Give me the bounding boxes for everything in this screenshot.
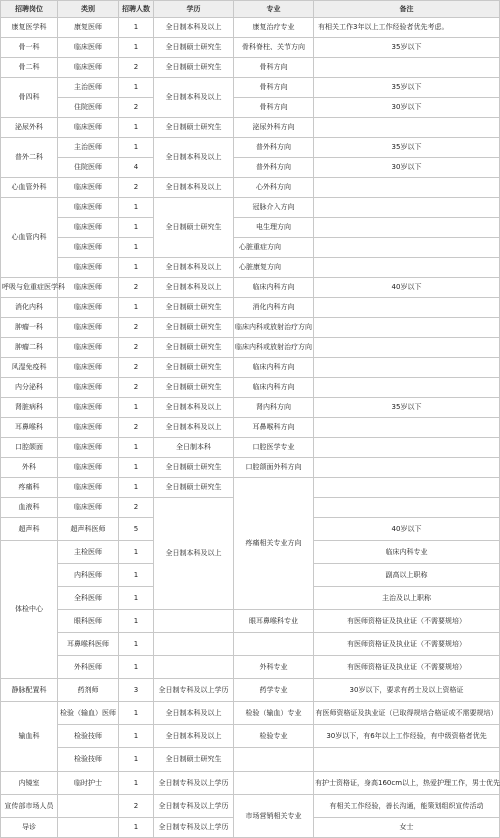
type-cell: 临床医师 bbox=[58, 318, 119, 338]
type-cell: 检验技师 bbox=[58, 748, 119, 772]
count-cell: 1 bbox=[119, 772, 154, 795]
education-cell: 全日制专科及以上学历 bbox=[154, 772, 234, 795]
table-row bbox=[1, 772, 500, 795]
count-cell: 4 bbox=[119, 158, 154, 178]
note-cell bbox=[314, 298, 500, 318]
education-cell: 全日制硕士研究生 bbox=[154, 118, 234, 138]
post-cell: 导诊 bbox=[1, 818, 58, 838]
note-cell: 有医师资格证及执业证（已取得规培合格证或不需要规培） bbox=[314, 702, 500, 725]
count-cell: 2 bbox=[119, 418, 154, 438]
major-cell bbox=[234, 748, 314, 772]
note-cell: 40岁以下 bbox=[314, 278, 500, 298]
education-cell: 全日制硕士研究生 bbox=[154, 478, 234, 498]
count-cell: 1 bbox=[119, 138, 154, 158]
note-cell bbox=[314, 458, 500, 478]
major-cell: 外科专业 bbox=[234, 656, 314, 679]
table-row bbox=[1, 458, 500, 478]
major-cell: 耳鼻喉科方向 bbox=[234, 418, 314, 438]
education-cell: 全日制专科及以上学历 bbox=[154, 679, 234, 702]
major-cell bbox=[234, 633, 314, 656]
major-cell: 电生理方向 bbox=[234, 218, 314, 238]
major-cell: 心脏重症方向 bbox=[234, 238, 314, 258]
table-row bbox=[1, 258, 500, 278]
note-cell: 30岁以下 bbox=[314, 158, 500, 178]
major-cell: 眼耳鼻喉科专业 bbox=[234, 610, 314, 633]
table-row bbox=[1, 158, 500, 178]
count-cell: 1 bbox=[119, 748, 154, 772]
table-body bbox=[1, 18, 500, 838]
post-cell: 疼痛科 bbox=[1, 478, 58, 498]
post-cell: 心血管内科 bbox=[1, 198, 58, 278]
count-cell: 2 bbox=[119, 318, 154, 338]
note-cell bbox=[314, 258, 500, 278]
note-cell: 有相关工作3年以上工作经验者优先考虑。 bbox=[314, 18, 500, 38]
post-cell: 外科 bbox=[1, 458, 58, 478]
count-cell: 1 bbox=[119, 238, 154, 258]
count-cell: 1 bbox=[119, 198, 154, 218]
header-type: 类别 bbox=[58, 1, 119, 18]
post-cell: 肾脏病科 bbox=[1, 398, 58, 418]
note-cell bbox=[314, 378, 500, 398]
note-cell: 35岁以下 bbox=[314, 398, 500, 418]
count-cell: 1 bbox=[119, 258, 154, 278]
note-cell: 30岁以下，要求有药士及以上资格证 bbox=[314, 679, 500, 702]
major-cell: 药学专业 bbox=[234, 679, 314, 702]
post-cell: 血液科 bbox=[1, 498, 58, 518]
education-cell: 全日制硕士研究生 bbox=[154, 298, 234, 318]
count-cell: 1 bbox=[119, 458, 154, 478]
note-cell: 有护士资格证，身高160cm以上，热爱护理工作，男士优先 bbox=[314, 772, 500, 795]
education-cell: 全日制本科及以上 bbox=[154, 278, 234, 298]
type-cell: 临床医师 bbox=[58, 118, 119, 138]
type-cell: 全科医师 bbox=[58, 587, 119, 610]
count-cell: 3 bbox=[119, 679, 154, 702]
education-cell bbox=[154, 610, 234, 633]
table-row bbox=[1, 298, 500, 318]
post-cell: 内镜室 bbox=[1, 772, 58, 795]
table-row bbox=[1, 418, 500, 438]
count-cell: 2 bbox=[119, 278, 154, 298]
type-cell bbox=[58, 818, 119, 838]
post-cell: 耳鼻喉科 bbox=[1, 418, 58, 438]
major-cell: 康复治疗专业 bbox=[234, 18, 314, 38]
header-education: 学历 bbox=[154, 1, 234, 18]
major-cell: 骨科方向 bbox=[234, 98, 314, 118]
table-row bbox=[1, 398, 500, 418]
type-cell: 住院医师 bbox=[58, 158, 119, 178]
note-cell bbox=[314, 748, 500, 772]
header-note: 备注 bbox=[314, 1, 500, 18]
table-row bbox=[1, 318, 500, 338]
table-row bbox=[1, 748, 500, 772]
type-cell: 临床医师 bbox=[58, 438, 119, 458]
note-cell bbox=[314, 478, 500, 498]
major-cell: 骨科方向 bbox=[234, 58, 314, 78]
post-cell: 肿瘤一科 bbox=[1, 318, 58, 338]
note-cell bbox=[314, 198, 500, 218]
major-cell: 口腔医学专业 bbox=[234, 438, 314, 458]
header-post: 招聘岗位 bbox=[1, 1, 58, 18]
note-cell: 30岁以下，有6年以上工作经验，有中级资格者优先 bbox=[314, 725, 500, 748]
count-cell: 2 bbox=[119, 358, 154, 378]
count-cell: 1 bbox=[119, 438, 154, 458]
count-cell: 1 bbox=[119, 78, 154, 98]
major-cell: 肾内科方向 bbox=[234, 398, 314, 418]
note-cell: 有相关工作经验，善长沟通，能策划组织宣传活动 bbox=[314, 795, 500, 818]
note-cell bbox=[314, 118, 500, 138]
education-cell: 全日制本科 bbox=[154, 438, 234, 458]
table-row bbox=[1, 725, 500, 748]
type-cell: 临床医师 bbox=[58, 418, 119, 438]
note-cell bbox=[314, 358, 500, 378]
count-cell: 2 bbox=[119, 58, 154, 78]
count-cell: 1 bbox=[119, 725, 154, 748]
table-row bbox=[1, 478, 500, 498]
table-row bbox=[1, 278, 500, 298]
table-row bbox=[1, 118, 500, 138]
count-cell: 1 bbox=[119, 702, 154, 725]
education-cell: 全日制硕士研究生 bbox=[154, 458, 234, 478]
major-cell: 心外科方向 bbox=[234, 178, 314, 198]
table-row bbox=[1, 378, 500, 398]
type-cell: 检验技师 bbox=[58, 725, 119, 748]
education-cell: 全日制本科及以上 bbox=[154, 138, 234, 178]
post-cell: 骨四科 bbox=[1, 78, 58, 118]
major-cell: 临床内科或放射治疗方向 bbox=[234, 318, 314, 338]
post-cell: 体检中心 bbox=[1, 541, 58, 679]
education-cell: 全日制硕士研究生 bbox=[154, 378, 234, 398]
table-row bbox=[1, 218, 500, 238]
note-cell: 35岁以下 bbox=[314, 78, 500, 98]
type-cell: 临床医师 bbox=[58, 38, 119, 58]
major-cell: 口腔颌面外科方向 bbox=[234, 458, 314, 478]
type-cell: 超声科医师 bbox=[58, 518, 119, 541]
education-cell: 全日制专科及以上学历 bbox=[154, 818, 234, 838]
education-cell: 全日制硕士研究生 bbox=[154, 338, 234, 358]
post-cell: 心血管外科 bbox=[1, 178, 58, 198]
table-row bbox=[1, 78, 500, 98]
note-cell: 副高以上职称 bbox=[314, 564, 500, 587]
major-cell bbox=[234, 772, 314, 795]
table-row bbox=[1, 98, 500, 118]
post-cell: 肿瘤二科 bbox=[1, 338, 58, 358]
type-cell: 临床医师 bbox=[58, 358, 119, 378]
count-cell: 1 bbox=[119, 656, 154, 679]
note-cell: 有医师资格证及执业证（不需要规培） bbox=[314, 610, 500, 633]
count-cell: 1 bbox=[119, 298, 154, 318]
major-cell: 骨科脊柱、关节方向 bbox=[234, 38, 314, 58]
count-cell: 1 bbox=[119, 610, 154, 633]
major-cell: 临床内科方向 bbox=[234, 378, 314, 398]
table-row bbox=[1, 38, 500, 58]
note-cell: 主治及以上职称 bbox=[314, 587, 500, 610]
post-cell: 风湿免疫科 bbox=[1, 358, 58, 378]
education-cell: 全日制本科及以上 bbox=[154, 258, 234, 278]
table-row bbox=[1, 438, 500, 458]
table-row bbox=[1, 18, 500, 38]
count-cell: 1 bbox=[119, 633, 154, 656]
education-cell: 全日制本科及以上 bbox=[154, 18, 234, 38]
note-cell: 临床内科专业 bbox=[314, 541, 500, 564]
table-row bbox=[1, 338, 500, 358]
note-cell: 35岁以下 bbox=[314, 38, 500, 58]
education-cell: 全日制硕士研究生 bbox=[154, 318, 234, 338]
type-cell: 临床医师 bbox=[58, 58, 119, 78]
count-cell: 2 bbox=[119, 795, 154, 818]
table-header-row bbox=[1, 1, 500, 18]
table-row bbox=[1, 58, 500, 78]
note-cell: 女士 bbox=[314, 818, 500, 838]
type-cell: 临床医师 bbox=[58, 498, 119, 518]
type-cell: 耳鼻喉科医师 bbox=[58, 633, 119, 656]
table-row bbox=[1, 610, 500, 633]
major-cell: 普外科方向 bbox=[234, 158, 314, 178]
major-cell: 消化内科方向 bbox=[234, 298, 314, 318]
post-cell: 口腔颌面 bbox=[1, 438, 58, 458]
type-cell: 临床医师 bbox=[58, 258, 119, 278]
note-cell bbox=[314, 498, 500, 518]
count-cell: 1 bbox=[119, 541, 154, 564]
post-cell: 康复医学科 bbox=[1, 18, 58, 38]
type-cell: 临床医师 bbox=[58, 338, 119, 358]
type-cell: 临床医师 bbox=[58, 178, 119, 198]
education-cell: 全日制本科及以上 bbox=[154, 418, 234, 438]
education-cell: 全日制硕士研究生 bbox=[154, 58, 234, 78]
post-cell: 宣传部市场人员 bbox=[1, 795, 58, 818]
header-major: 专业 bbox=[234, 1, 314, 18]
post-cell: 超声科 bbox=[1, 518, 58, 541]
table-row bbox=[1, 358, 500, 378]
count-cell: 1 bbox=[119, 398, 154, 418]
type-cell: 临床医师 bbox=[58, 218, 119, 238]
post-cell: 内分泌科 bbox=[1, 378, 58, 398]
table-row bbox=[1, 702, 500, 725]
major-cell: 冠脉介入方向 bbox=[234, 198, 314, 218]
type-cell: 眼科医师 bbox=[58, 610, 119, 633]
major-cell: 临床内科方向 bbox=[234, 278, 314, 298]
note-cell bbox=[314, 178, 500, 198]
type-cell: 临床医师 bbox=[58, 478, 119, 498]
header-count: 招聘人数 bbox=[119, 1, 154, 18]
table-row bbox=[1, 238, 500, 258]
note-cell bbox=[314, 438, 500, 458]
education-cell bbox=[154, 656, 234, 679]
note-cell: 30岁以下 bbox=[314, 98, 500, 118]
type-cell: 临床医师 bbox=[58, 458, 119, 478]
count-cell: 5 bbox=[119, 518, 154, 541]
type-cell: 临时护士 bbox=[58, 772, 119, 795]
post-cell: 消化内科 bbox=[1, 298, 58, 318]
education-cell: 全日制本科及以上 bbox=[154, 398, 234, 418]
note-cell: 有医师资格证及执业证（不需要规培） bbox=[314, 656, 500, 679]
table-row bbox=[1, 198, 500, 218]
count-cell: 1 bbox=[119, 564, 154, 587]
type-cell: 主治医师 bbox=[58, 138, 119, 158]
table-row bbox=[1, 656, 500, 679]
note-cell bbox=[314, 218, 500, 238]
count-cell: 1 bbox=[119, 118, 154, 138]
table-row bbox=[1, 178, 500, 198]
major-cell: 临床内科或放射治疗方向 bbox=[234, 338, 314, 358]
count-cell: 1 bbox=[119, 218, 154, 238]
table-row bbox=[1, 795, 500, 818]
count-cell: 2 bbox=[119, 498, 154, 518]
count-cell: 1 bbox=[119, 478, 154, 498]
education-cell: 全日制本科及以上 bbox=[154, 498, 234, 610]
post-cell: 呼吸与危重症医学科 bbox=[1, 278, 58, 298]
type-cell bbox=[58, 795, 119, 818]
note-cell: 有医师资格证及执业证（不需要规培） bbox=[314, 633, 500, 656]
count-cell: 2 bbox=[119, 98, 154, 118]
count-cell: 1 bbox=[119, 818, 154, 838]
major-cell: 普外科方向 bbox=[234, 138, 314, 158]
table-row bbox=[1, 138, 500, 158]
major-cell: 骨科方向 bbox=[234, 78, 314, 98]
count-cell: 1 bbox=[119, 18, 154, 38]
type-cell: 临床医师 bbox=[58, 398, 119, 418]
type-cell: 康复医师 bbox=[58, 18, 119, 38]
count-cell: 1 bbox=[119, 38, 154, 58]
education-cell: 全日制本科及以上 bbox=[154, 178, 234, 198]
education-cell: 全日制本科及以上 bbox=[154, 702, 234, 725]
major-cell: 检验（输血）专业 bbox=[234, 702, 314, 725]
post-cell: 输血科 bbox=[1, 702, 58, 772]
type-cell: 内科医师 bbox=[58, 564, 119, 587]
table-row bbox=[1, 679, 500, 702]
major-cell: 疼痛相关专业方向 bbox=[234, 478, 314, 610]
education-cell: 全日制本科及以上 bbox=[154, 78, 234, 118]
type-cell: 主治医师 bbox=[58, 78, 119, 98]
education-cell: 全日制硕士研究生 bbox=[154, 358, 234, 378]
type-cell: 临床医师 bbox=[58, 378, 119, 398]
count-cell: 2 bbox=[119, 378, 154, 398]
type-cell: 外科医师 bbox=[58, 656, 119, 679]
note-cell: 40岁以下 bbox=[314, 518, 500, 541]
note-cell bbox=[314, 338, 500, 358]
post-cell: 泌尿外科 bbox=[1, 118, 58, 138]
education-cell: 全日制硕士研究生 bbox=[154, 198, 234, 258]
type-cell: 临床医师 bbox=[58, 198, 119, 218]
type-cell: 主检医师 bbox=[58, 541, 119, 564]
note-cell: 35岁以下 bbox=[314, 138, 500, 158]
education-cell: 全日制专科及以上学历 bbox=[154, 795, 234, 818]
count-cell: 2 bbox=[119, 178, 154, 198]
type-cell: 检验（输血）医师 bbox=[58, 702, 119, 725]
count-cell: 2 bbox=[119, 338, 154, 358]
major-cell: 市场营销相关专业 bbox=[234, 795, 314, 838]
type-cell: 住院医师 bbox=[58, 98, 119, 118]
count-cell: 1 bbox=[119, 587, 154, 610]
post-cell: 静脉配置科 bbox=[1, 679, 58, 702]
education-cell bbox=[154, 633, 234, 656]
type-cell: 临床医师 bbox=[58, 278, 119, 298]
major-cell: 检验专业 bbox=[234, 725, 314, 748]
type-cell: 临床医师 bbox=[58, 238, 119, 258]
education-cell: 全日制硕士研究生 bbox=[154, 38, 234, 58]
table-row bbox=[1, 633, 500, 656]
type-cell: 药剂师 bbox=[58, 679, 119, 702]
major-cell: 心脏康复方向 bbox=[234, 258, 314, 278]
major-cell: 临床内科方向 bbox=[234, 358, 314, 378]
post-cell: 普外二科 bbox=[1, 138, 58, 178]
note-cell bbox=[314, 238, 500, 258]
note-cell bbox=[314, 58, 500, 78]
type-cell: 临床医师 bbox=[58, 298, 119, 318]
post-cell: 骨一科 bbox=[1, 38, 58, 58]
note-cell bbox=[314, 418, 500, 438]
education-cell: 全日制本科及以上 bbox=[154, 725, 234, 748]
education-cell: 全日制硕士研究生 bbox=[154, 748, 234, 772]
major-cell: 泌尿外科方向 bbox=[234, 118, 314, 138]
post-cell: 骨二科 bbox=[1, 58, 58, 78]
note-cell bbox=[314, 318, 500, 338]
